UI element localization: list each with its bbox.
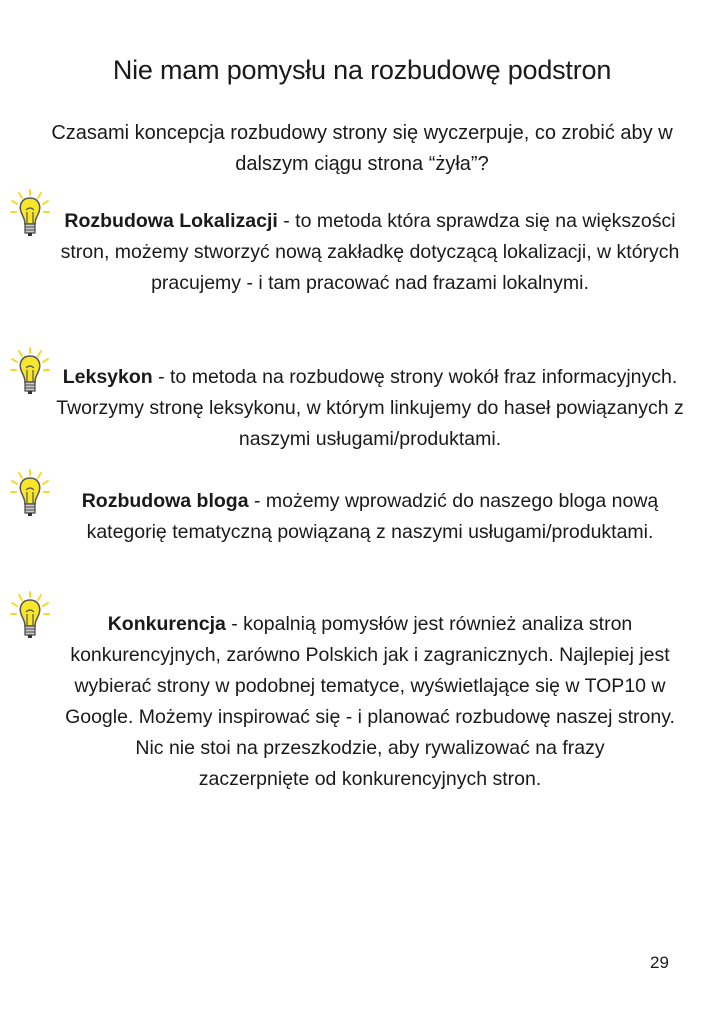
section-konkurencja bbox=[40, 609, 700, 795]
section-heading: Konkurencja bbox=[107, 613, 226, 635]
page-title: Nie mam pomysłu na rozbudowę podstron bbox=[112, 55, 612, 85]
section-heading: Rozbudowa Lokalizacji bbox=[64, 210, 278, 232]
section-heading: Leksykon bbox=[62, 366, 153, 388]
section-body: - to metoda na rozbudowę strony wokół fraz informacyjnych. Tworzymy stronę leksykonu, w którym linkujemy do haseł powiązanych z naszymi usługami/produktami. bbox=[56, 366, 684, 450]
section-body: - możemy wprowadzić do naszego bloga nową kategorię tematyczną powiązaną z naszymi usługami/produktami. bbox=[86, 490, 659, 543]
section-heading: Rozbudowa bloga bbox=[81, 490, 249, 512]
section-rozbudowa-bloga bbox=[40, 486, 700, 548]
section-body: - kopalnią pomysłów jest również analiza stron konkurencyjnych, zarówno Polskich jak i zagranicznych. Najlepiej jest wybierać strony w podobnej tematyce, wyświetlające się w TOP10 w Google. Możemy inspirować się - i planować rozbudowę naszej strony. bbox=[65, 613, 675, 728]
intro-paragraph: Czasami koncepcja rozbudowy strony się wyczerpuje, co zrobić aby w dalszym ciągu strona “żyła”? bbox=[51, 122, 673, 175]
section-rozbudowa-lokalizacji bbox=[40, 206, 700, 299]
section-extra: Nic nie stoi na przeszkodzie, aby rywalizować na frazy zaczerpnięte od konkurencyjnych stron. bbox=[135, 737, 605, 790]
page-number: 29 bbox=[650, 953, 669, 972]
section-leksykon bbox=[40, 362, 700, 455]
section-body: - to metoda która sprawdza się na większości stron, możemy stworzyć nową zakładkę dotyczącą lokalizacji, w których pracujemy - i tam pracować nad frazami lokalnymi. bbox=[60, 210, 680, 294]
